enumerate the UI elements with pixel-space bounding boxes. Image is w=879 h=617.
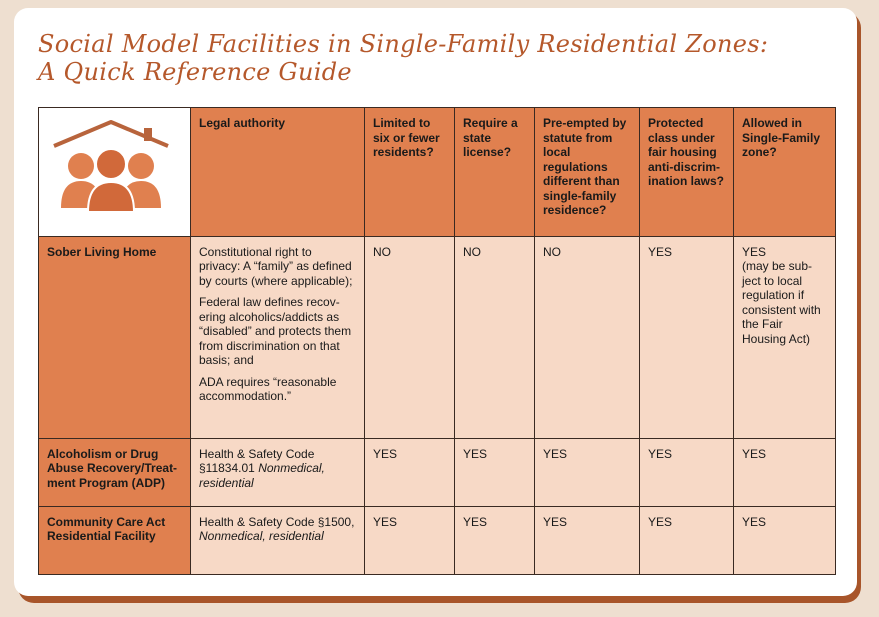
limited-cell: YES	[365, 506, 455, 574]
col-header-preempted: Pre-empted by statute from local regulations different than single-family residence?	[535, 108, 640, 237]
legal-code: Health & Safety Code §1500,	[199, 514, 355, 529]
legal-code: Health & Safety Code §11834.01	[199, 446, 315, 475]
legal-type: Nonmedical, residential	[199, 529, 324, 543]
table-row	[39, 236, 836, 438]
table-row	[39, 438, 836, 506]
page-title	[38, 30, 838, 86]
legal-cell	[191, 506, 365, 574]
preempted-cell: YES	[535, 506, 640, 574]
house-family-icon	[39, 108, 189, 232]
protected-cell: YES	[640, 236, 734, 438]
allowed-value: YES	[742, 244, 767, 259]
allowed-cell: YES	[734, 438, 836, 506]
legal-type: Nonmedical, residential	[199, 461, 325, 490]
header-row	[39, 108, 836, 237]
legal-paragraph: Federal law defines recov-ering alcoholics/addicts as “disabled” and protects them from discrimination on that basis; and	[199, 295, 352, 367]
legal-paragraph: Constitutional right to privacy: A “family” as defined by courts (where applicable);	[199, 244, 353, 288]
protected-cell: YES	[640, 438, 734, 506]
col-header-protected: Protected class under fair housing anti-discrim-ination laws?	[640, 108, 734, 237]
title-line-1: Social Model Facilities in Single-Family Residential Zones:	[38, 30, 769, 58]
reference-table	[38, 107, 836, 575]
protected-cell: YES	[640, 506, 734, 574]
legal-cell	[191, 438, 365, 506]
limited-cell: YES	[365, 438, 455, 506]
license-cell: YES	[455, 438, 535, 506]
col-header-allowed: Allowed in Single-Family zone?	[734, 108, 836, 237]
license-cell: NO	[455, 236, 535, 438]
row-name: Alcoholism or Drug Abuse Recovery/Treat-ment Program (ADP)	[39, 438, 191, 506]
preempted-cell: YES	[535, 438, 640, 506]
col-header-legal: Legal authority	[191, 108, 365, 237]
table-row	[39, 506, 836, 574]
license-cell: YES	[455, 506, 535, 574]
allowed-cell	[734, 236, 836, 438]
logo-cell	[39, 108, 191, 237]
row-name: Sober Living Home	[39, 236, 191, 438]
row-name: Community Care Act Residential Facility	[39, 506, 191, 574]
preempted-cell: NO	[535, 236, 640, 438]
title-line-2: A Quick Reference Guide	[38, 58, 352, 86]
limited-cell: NO	[365, 236, 455, 438]
col-header-limited: Limited to six or fewer residents?	[365, 108, 455, 237]
allowed-note: (may be sub-ject to local regulation if consistent with the Fair Housing Act)	[742, 259, 821, 346]
legal-cell	[191, 236, 365, 438]
col-header-license: Require a state license?	[455, 108, 535, 237]
allowed-cell: YES	[734, 506, 836, 574]
legal-paragraph: ADA requires “reasonable accommodation.”	[199, 374, 337, 403]
